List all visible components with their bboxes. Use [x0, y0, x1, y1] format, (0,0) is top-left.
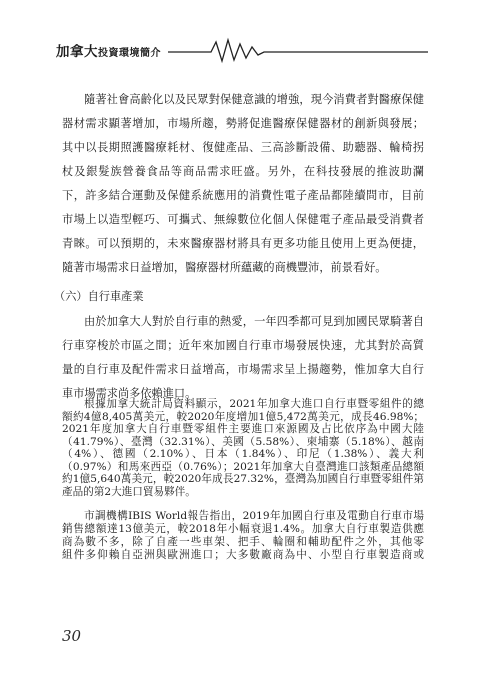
paragraph-line: 產品的第2大進口貿易夥伴。: [62, 485, 196, 498]
paragraph-line: 約1億5,640萬美元，較2020年成長27.32%，臺灣為加國自行車暨零組件第: [62, 473, 424, 485]
header-title: [56, 40, 161, 60]
paragraph-line: 市場上以造型輕巧、可攜式、無線數位化個人保健電子產品最受消費者: [62, 213, 424, 226]
paragraph-line: 行車穿梭於市區之間；近年來加國自行車市場發展快速，尤其對於高質: [62, 339, 424, 352]
header-title-sub: 投資環境簡介: [98, 48, 161, 59]
paragraph-line: 商為數不多，除了自產一些車架、把手、輪圈和輔助配件之外，其他零: [62, 536, 424, 548]
paragraph-line: 2021年度加拿大自行車暨零組件主要進口來源國及占比依序為中國大陸: [62, 423, 424, 435]
paragraph-line: （0.97%）和馬來西亞（0.76%）；2021年加拿大自臺灣進口該類產品總額: [62, 460, 424, 473]
paragraph-line: 隨著市場需求日益增加，醫療器材所蘊藏的商機豐沛，前景看好。: [62, 261, 387, 274]
header-title-main: 加拿大: [56, 44, 98, 60]
paragraph-line: 下，許多結合運動及保健系統應用的消費性電子產品都陸續問市，目前: [62, 189, 424, 202]
paragraph-line: （4%）、德國（2.10%）、日本（1.84%）、印尼（1.38%）、義大利: [62, 448, 424, 460]
page-number: 30: [62, 627, 82, 645]
paragraph-line: 根據加拿大統計局資料顯示，2021年加拿大進口自行車暨零組件的總: [84, 398, 424, 410]
paragraph-line: 銷售總額達13億美元，較2018年小幅衰退1.4%。加拿大自行車製造供應: [62, 523, 424, 535]
paragraph-line: 隨著社會高齡化以及民眾對保健意識的增強，現今消費者對醫療保健: [84, 93, 424, 106]
paragraph-line: 器材需求顯著增加，市場所趨，勢將促進醫療保健器材的創新與發展；: [62, 117, 424, 130]
paragraph-line: 量的自行車及配件需求日益增高，市場需求呈上揚趨勢，惟加拿大自行: [62, 363, 424, 376]
paragraph-line: 額約4億8,405萬美元，較2020年度增加1億5,472萬美元，成長46.98%；: [62, 410, 424, 423]
paragraph-line: 其中以長期照護醫療耗材、復健產品、三高診斷設備、助聽器、輪椅拐: [62, 141, 424, 154]
paragraph-line: 組件多仰賴自亞洲與歐洲進口；大多數廠商為中、小型自行車製造商或: [62, 549, 424, 561]
paragraph-line: 由於加拿大人對於自行車的熱愛，一年四季都可見到加國民眾騎著自: [84, 315, 424, 328]
paragraph-line: 青睞。可以預期的，未來醫療器材將具有更多功能且使用上更為便捷，: [62, 237, 424, 250]
paragraph-line: 車市場需求尚多依賴進口。: [62, 387, 197, 400]
paragraph-line: 市調機構IBIS World報告指出，2019年加國自行車及電動自行車市場: [84, 510, 424, 522]
paragraph-line: 杖及銀髮族營養食品等商品需求旺盛。另外，在科技發展的推波助瀾: [62, 165, 424, 178]
running-header: [56, 34, 428, 64]
section-heading: （六）自行車產業: [54, 290, 144, 303]
paragraph-line: （41.79%）、臺灣（32.31%）、美國（5.58%）、柬埔寨（5.18%）、越南: [62, 435, 424, 448]
